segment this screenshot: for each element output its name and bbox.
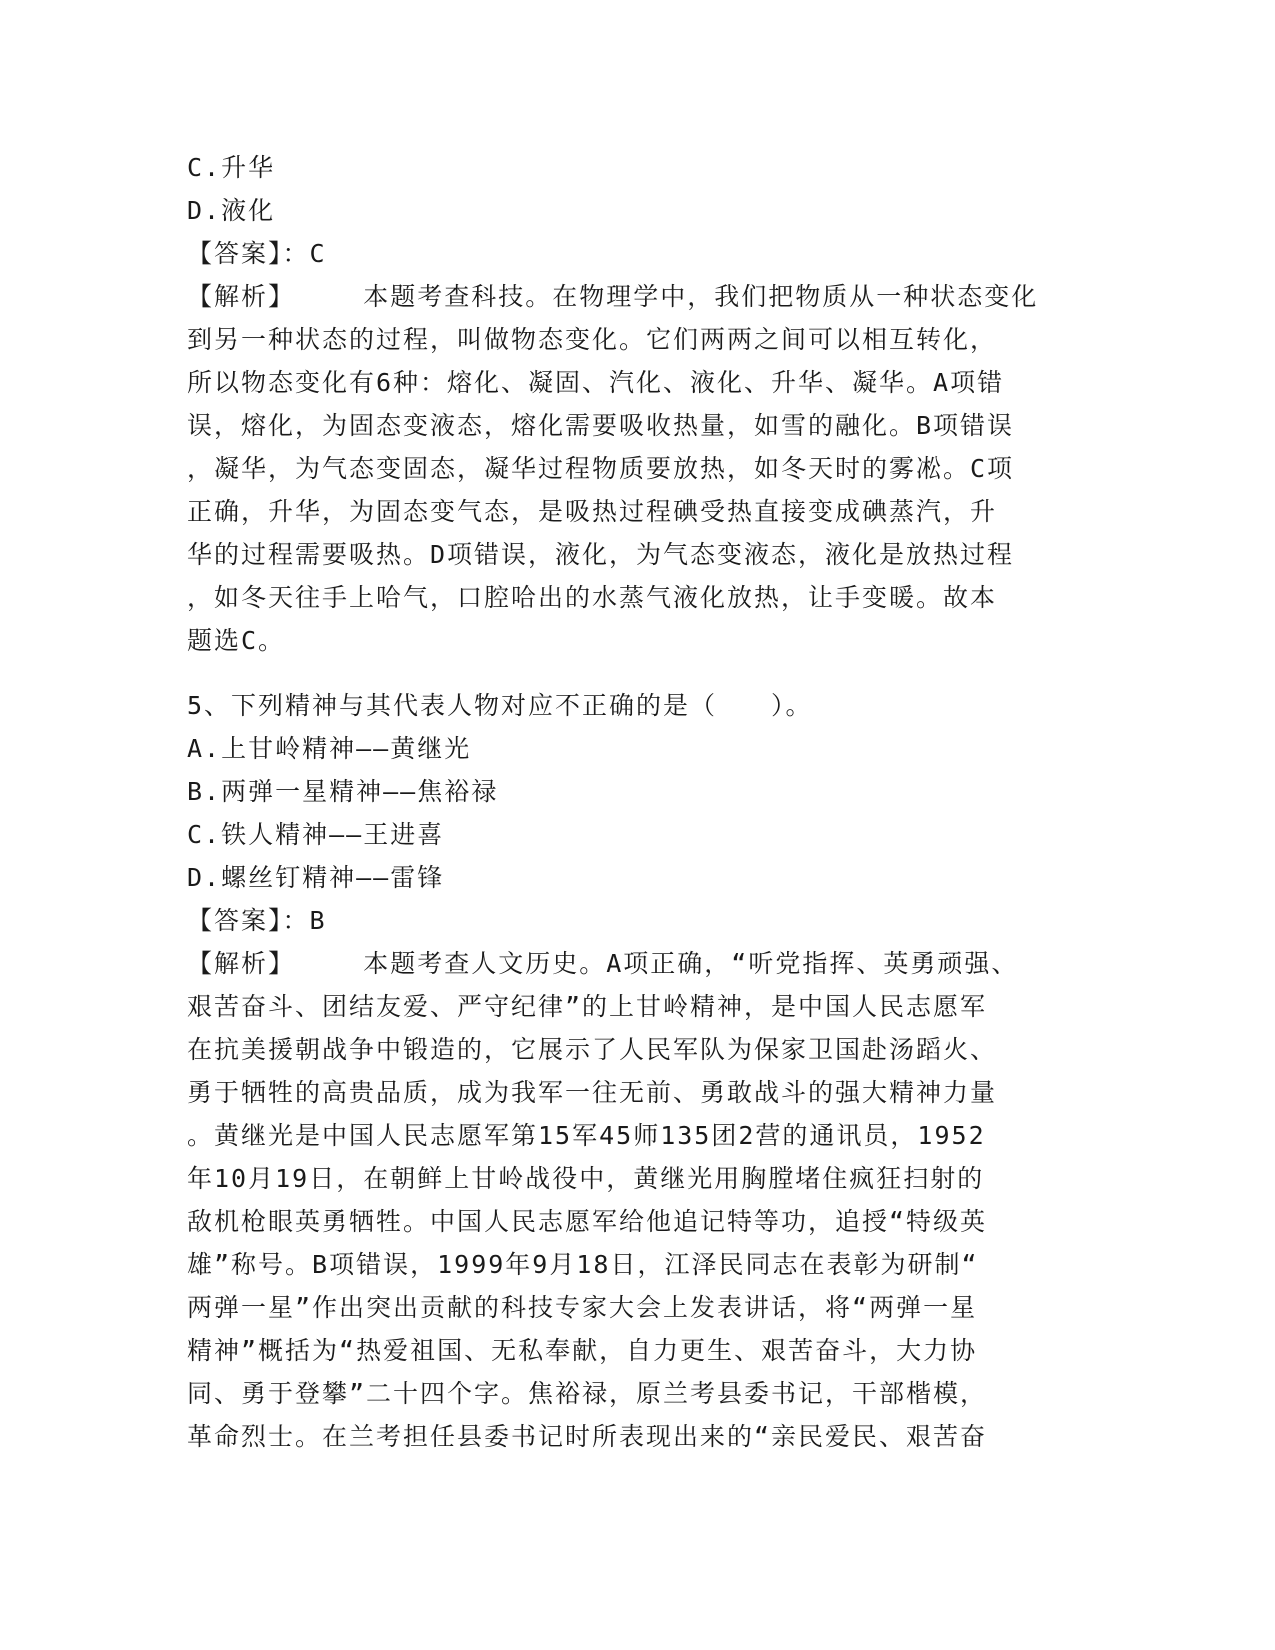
q4-analysis-label: 【解析】 (187, 282, 296, 311)
q4-analysis-line-5: ，凝华，为气态变固态，凝华过程物质要放热，如冬天时的雾凇。C项 (187, 454, 1015, 483)
q5-question: 5、下列精神与其代表人物对应不正确的是（ ）。 (187, 691, 813, 720)
q5-option-a: A.上甘岭精神——黄继光 (187, 734, 472, 763)
q5-analysis-label: 【解析】 (187, 949, 296, 978)
q5-analysis-line-8: 雄”称号。B项错误，1999年9月18日，江泽民同志在表彰为研制“ (187, 1250, 979, 1279)
q5-analysis-line-4: 勇于牺牲的高贵品质，成为我军一往无前、勇敢战斗的强大精神力量 (187, 1078, 998, 1107)
q4-option-d: D.液化 (187, 196, 276, 225)
section-gap (187, 662, 1087, 684)
q4-analysis-line-6: 正确，升华，为固态变气态，是吸热过程碘受热直接变成碘蒸汽，升 (187, 497, 998, 526)
q5-analysis-line-5: 。黄继光是中国人民志愿军第15军45师135团2营的通讯员，1952 (187, 1121, 986, 1150)
q4-analysis-line-4: 误，熔化，为固态变液态，熔化需要吸收热量，如雪的融化。B项错误 (187, 411, 1015, 440)
q5-analysis-line-10: 精神”概括为“热爱祖国、无私奉献，自力更生、艰苦奋斗，大力协 (187, 1336, 978, 1365)
document-content (187, 146, 1087, 1458)
q5-analysis-text-1: 本题考查人文历史。A项正确，“听党指挥、英勇顽强、 (363, 949, 1019, 978)
q4-analysis-line-8: ，如冬天往手上哈气，口腔哈出的水蒸气液化放热，让手变暖。故本 (187, 583, 998, 612)
q5-analysis-line-2: 艰苦奋斗、团结友爱、严守纪律”的上甘岭精神，是中国人民志愿军 (187, 992, 988, 1021)
q4-analysis-text-1: 本题考查科技。在物理学中，我们把物质从一种状态变化 (363, 282, 1039, 311)
q4-analysis-line-7: 华的过程需要吸热。D项错误，液化，为气态变液态，液化是放热过程 (187, 540, 1015, 569)
q5-analysis-line-1 (187, 942, 1087, 985)
q5-analysis-line-6: 年10月19日，在朝鲜上甘岭战役中，黄继光用胸膛堵住疯狂扫射的 (187, 1164, 985, 1193)
q4-analysis-line-9: 题选C。 (187, 626, 286, 655)
q4-option-c: C.升华 (187, 153, 276, 182)
q5-option-b: B.两弹一星精神——焦裕禄 (187, 777, 499, 806)
q5-analysis-line-7: 敌机枪眼英勇牺牲。中国人民志愿军给他追记特等功，追授“特级英 (187, 1207, 988, 1236)
q5-analysis-line-12: 革命烈士。在兰考担任县委书记时所表现出来的“亲民爱民、艰苦奋 (187, 1422, 988, 1451)
q5-answer: 【答案】：B (187, 906, 327, 935)
q4-analysis-line-1 (187, 275, 1087, 318)
q5-analysis-line-9: 两弹一星”作出突出贡献的科技专家大会上发表讲话，将“两弹一星 (187, 1293, 978, 1322)
q5-option-c: C.铁人精神——王进喜 (187, 820, 445, 849)
q4-answer: 【答案】：C (187, 239, 327, 268)
q5-analysis-line-3: 在抗美援朝战争中锻造的，它展示了人民军队为保家卫国赴汤蹈火、 (187, 1035, 998, 1064)
q4-analysis-line-3: 所以物态变化有6种：熔化、凝固、汽化、液化、升华、凝华。A项错 (187, 368, 1005, 397)
q5-option-d: D.螺丝钉精神——雷锋 (187, 863, 445, 892)
q5-analysis-line-11: 同、勇于登攀”二十四个字。焦裕禄，原兰考县委书记，干部楷模， (187, 1379, 988, 1408)
q4-analysis-line-2: 到另一种状态的过程，叫做物态变化。它们两两之间可以相互转化， (187, 325, 998, 354)
